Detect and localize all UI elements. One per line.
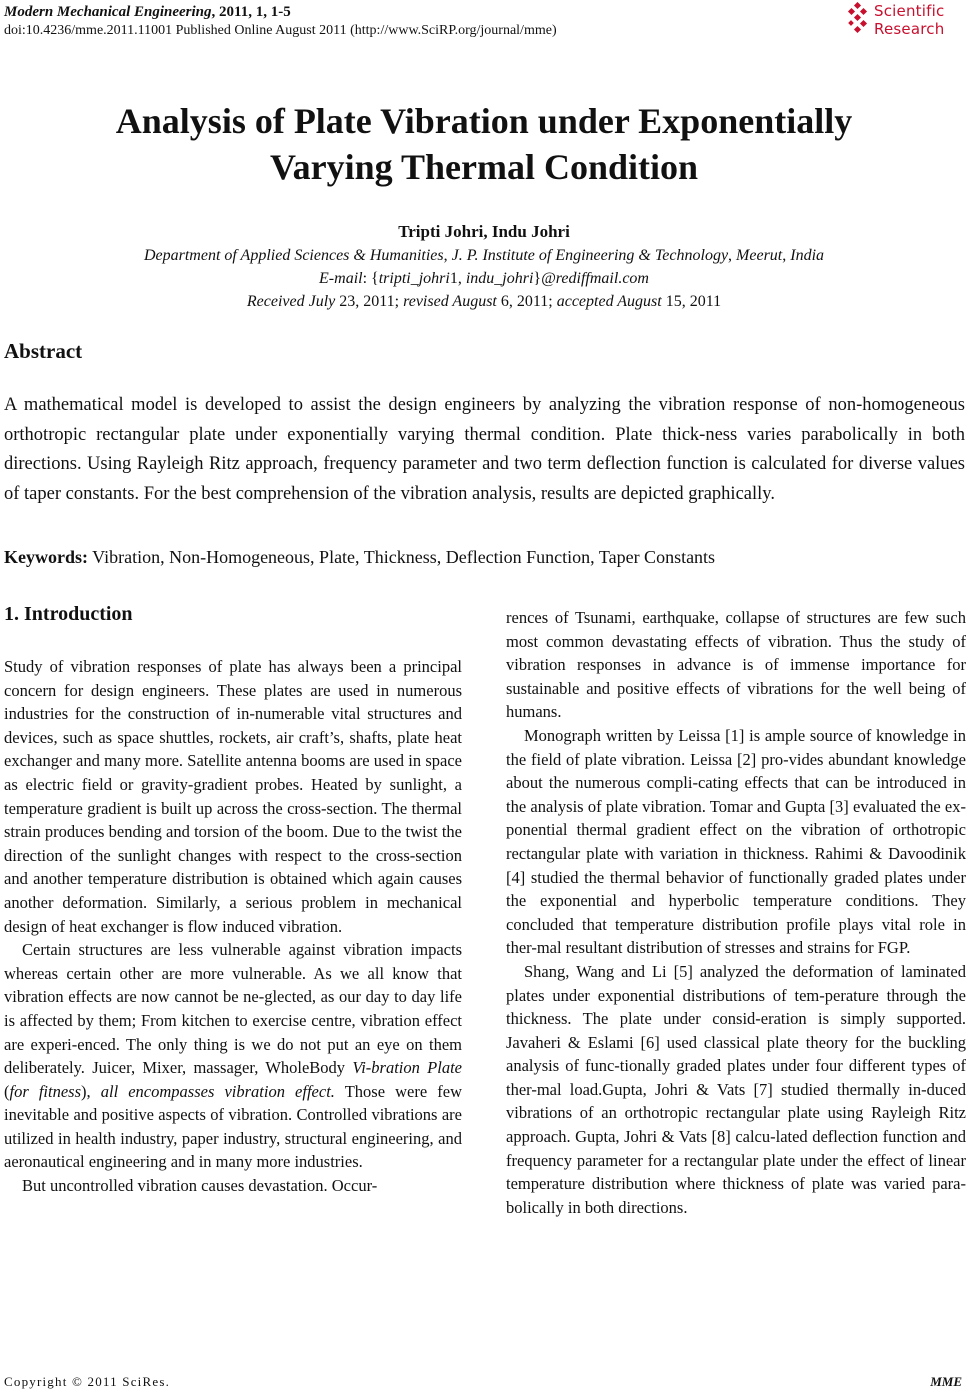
email-line [0, 267, 968, 290]
paragraph [4, 938, 462, 1174]
email-domain: @rediffmail.com [541, 270, 649, 287]
affiliation [0, 244, 968, 267]
page-footer [4, 1374, 964, 1390]
accepted-label: accepted August [556, 293, 662, 310]
dates-line [0, 290, 968, 313]
publisher-logo [844, 2, 964, 42]
revised-label: revised August [403, 293, 497, 310]
right-column [506, 606, 966, 1219]
country: India [790, 247, 825, 264]
journal-volume: , 2011, 1, 1-5 [211, 4, 291, 20]
journal-header [4, 2, 764, 40]
abstract-text: A mathematical model is developed to assist the design engineers by analyzing the vibration response of non-homogeneous orthotropic rectangular plate under exponentially varying thermal condition. Plate thick-ness varies parabolically in both directions. Using Rayleigh Ritz approach, frequency parameter and two term deflection function is calculated for diverse values of taper constants. For the best comprehension of the vibration analysis, results are depicted graphically. [4, 395, 965, 504]
abstract-heading: Abstract [4, 339, 83, 363]
text-run-italic: all encompasses vibration effect. [100, 1081, 335, 1101]
publisher-logo-icon [844, 2, 872, 40]
authors: Tripti Johri, Indu Johri [398, 222, 570, 241]
department: Department of Applied Sciences & Humanities [143, 247, 444, 264]
title-line1: Analysis of Plate Vibration under Exponentially [115, 101, 853, 141]
journal-abbreviation: MME [930, 1374, 962, 1389]
left-column [4, 655, 462, 1198]
keywords [4, 545, 715, 569]
sep: , [728, 247, 737, 264]
received-value: 23, 2011; [335, 293, 404, 310]
city: Meerut [736, 247, 783, 264]
sep: } [533, 270, 542, 287]
text-run: ( [4, 1081, 10, 1101]
sep: , [782, 247, 791, 264]
revised-value: 6, 2011; [496, 293, 557, 310]
text-run-italic: Vi-bration Plate [352, 1058, 462, 1078]
sep: , [443, 247, 452, 264]
paragraph: Monograph written by Leissa [1] is ample source of knowledge in the field of plate vibration. Leissa [2] pro-vides abundant knowledge about the numerous compli-cating effects that can be introduced in the analysis of plate vibration. Tomar and Gupta [3] evaluated the ex-ponential thermal gradient effect on the vibration of orthotropic rectangular plate with variation in thickness. Rahimi & Davoodinik [4] studied the thermal behavior of functionally graded plates under the exponential and hyperbolic temperature conditions. They concluded that temperature distribution profile plays vital role in ther-mal resultant distribution of stresses and strains for FGP. [506, 725, 966, 958]
journal-name: Modern Mechanical Engineering [4, 4, 212, 20]
journal-citation [4, 2, 764, 22]
sep: : { [362, 270, 379, 287]
publisher-logo-text [874, 2, 944, 38]
paper-title [0, 98, 968, 190]
doi-line: doi:10.4236/mme.2011.11001 Published Online August 2011 (http://www.SciRP.org/journal/mme) [4, 23, 557, 38]
text-run: Certain structures are less vulnerable against vibration impacts whereas certain other are more vulnerable. As we all know that vibration effects are now cannot be ne-glected, as our day to day life is affected by them; From kitchen to exercise centre, vibration effect are experi-enced. The only thing is we do not put an eye on them deliberately. Juicer, Mixer, massager, WholeBody [4, 940, 462, 1078]
text-run-italic: for fitness [9, 1081, 82, 1101]
paragraph: Shang, Wang and Li [5] analyzed the deformation of laminated plates under exponential distributions of tem-perature through the thickness. The plate under consid-eration is simply supported. Javaheri & Eslami [6] used classical plate theory for the buckling analysis of func-tionally graded plates under four different types of ther-mal load.Gupta, Johri & Vats [7] studied thermally in-duced vibrations of an orthotropic rectangular plate using Rayleigh Ritz approach. Gupta, Johri & Vats [8] calcu-lated deflection function and frequency parameter for a rectangular plate under the effect of linear temperature distribution where thickness of plate was varied para-bolically in both directions. [506, 961, 966, 1217]
affiliation-block [0, 244, 968, 313]
section-heading-introduction: 1. Introduction [4, 603, 133, 625]
logo-line1: Scientific [874, 2, 945, 20]
email-first: tripti_johri [378, 270, 450, 287]
received-label: Received July [246, 293, 336, 310]
keywords-text: Vibration, Non-Homogeneous, Plate, Thickness, Deflection Function, Taper Constants [88, 547, 716, 567]
email-second: indu_johri [465, 270, 534, 287]
institute: J. P. Institute of Engineering & Technology [451, 247, 729, 264]
sep: 1, [449, 270, 466, 287]
keywords-label: Keywords: [4, 547, 88, 567]
text-run: ), [81, 1081, 101, 1101]
title-line2: Varying Thermal Condition [269, 147, 699, 187]
paragraph: rences of Tsunami, earthquake, collapse of structures are few such most common devastating effects of vibration. Thus the study of vibration responses in advance is of immense importance for sustainable and positive effects of vibrations for the well being of humans. [506, 608, 966, 722]
paragraph: But uncontrolled vibration causes devastation. Occur- [22, 1176, 378, 1196]
text-run: Those were few inevitable and positive aspects of vibration. Controlled vibrations are utilized in health industry, paper industry, structural engineering, and aeronautical engineering and in many more industries. [4, 1081, 462, 1172]
email-label: E-mail [319, 270, 363, 287]
paragraph: Study of vibration responses of plate has always been a principal concern for design engineers. These plates are used in numerous industries for the construction of in-numerable vital structures and devices, such as space shuttles, rockets, air craft’s, shafts, plate heat exchanger and many more. Satellite antenna booms are used in space as electric field or gravity-gradient probes. Heated by sunlight, a temperature gradient is built up across the cross-section. The thermal strain produces bending and torsion of the boom. Due to the twist the direction of the sunlight changes with respect to the cross-section and another temperature distribution is obtained which again causes another deformation. Similarly, a serious problem in mechanical design of heat exchanger is flow induced vibration. [4, 657, 462, 936]
accepted-value: 15, 2011 [661, 293, 722, 310]
copyright: Copyright © 2011 SciRes. [4, 1374, 171, 1389]
logo-line2: Research [874, 20, 945, 38]
